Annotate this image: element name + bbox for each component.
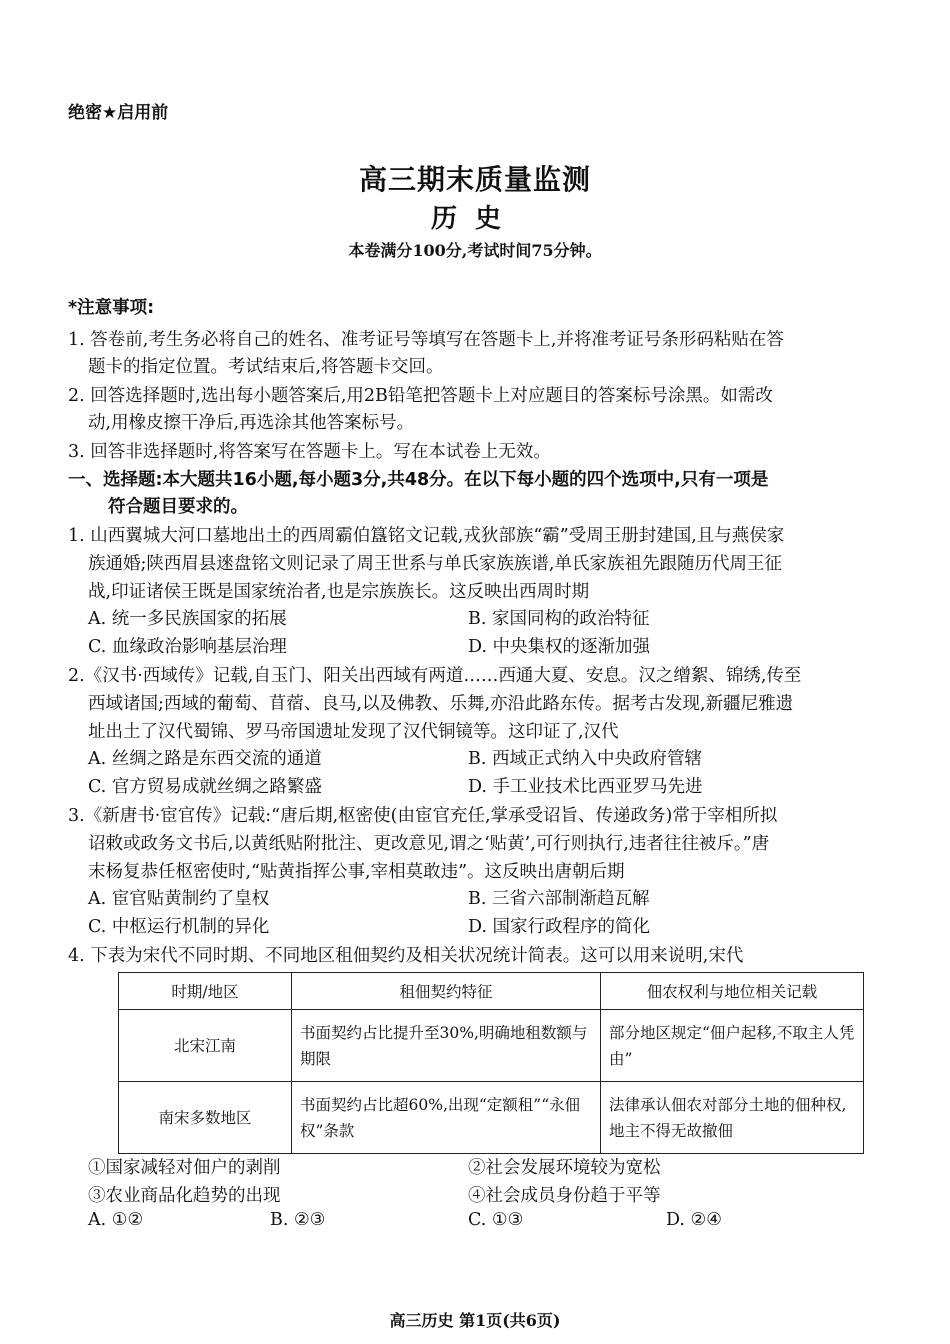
q4-item-1: ①国家减轻对佃户的剥削	[88, 1158, 281, 1178]
q3-stem: 诏敕或政务文书后,以黄纸贴附批注、更改意见,谓之‘贴黄’,可行则执行,违者往往被斥。”唐	[88, 834, 770, 854]
q4-option-b: B. ②③	[270, 1210, 326, 1230]
exam-subject: 历史	[430, 204, 519, 234]
notes-line: 题卡的指定位置。考试结束后,将答题卡交回。	[88, 357, 444, 377]
notes-heading: *注意事项:	[68, 298, 155, 318]
q2-option-a: A. 丝绸之路是东西交流的通道	[88, 749, 322, 769]
notes-line: 3. 回答非选择题时,将答案写在答题卡上。写在本试卷上无效。	[68, 442, 551, 462]
table-row	[119, 1082, 864, 1154]
table-cell: 法律承认佃农对部分土地的佃种权,地主不得无故撤佃	[601, 1082, 864, 1154]
table-cell: 北宋江南	[119, 1010, 292, 1082]
notes-line: 动,用橡皮擦干净后,再选涂其他答案标号。	[88, 413, 415, 433]
table-header-row	[119, 973, 864, 1010]
table-cell: 书面契约占比提升至30%,明确地租数额与期限	[292, 1010, 601, 1082]
q1-stem: 战,印证诸侯王既是国家统治者,也是宗族族长。这反映出西周时期	[88, 582, 590, 602]
q1-option-c: C. 血缘政治影响基层治理	[88, 637, 287, 657]
q1-option-b: B. 家国同构的政治特征	[468, 609, 650, 629]
q1-option-a: A. 统一多民族国家的拓展	[88, 609, 287, 629]
q2-stem: 2.《汉书·西域传》记载,自玉门、阳关出西域有两道……西通大夏、安息。汉之缯絮、锦绣,传至	[68, 666, 802, 686]
table-row	[119, 1010, 864, 1082]
table-cell: 书面契约占比超60%,出现“定额租”“永佃权”条款	[292, 1082, 601, 1154]
q2-stem: 址出土了汉代蜀锦、罗马帝国遗址发现了汉代铜镜等。这印证了,汉代	[88, 722, 619, 742]
page-footer: 高三历史 第1页(共6页)	[389, 1311, 561, 1330]
exam-title: 高三期末质量监测	[358, 163, 591, 196]
q3-option-c: C. 中枢运行机制的异化	[88, 917, 270, 937]
table-header-cell: 佃农权利与地位相关记载	[601, 973, 864, 1010]
q2-option-d: D. 手工业技术比西亚罗马先进	[468, 777, 703, 797]
q4-option-c: C. ①③	[468, 1210, 524, 1230]
q4-item-4: ④社会成员身份趋于平等	[468, 1186, 661, 1206]
table-header-cell: 时期/地区	[119, 973, 292, 1010]
q4-stem: 4. 下表为宋代不同时期、不同地区租佃契约及相关状况统计简表。这可以用来说明,宋代	[68, 946, 744, 966]
exam-info: 本卷满分100分,考试时间75分钟。	[348, 241, 602, 260]
notes-line: 1. 答卷前,考生务必将自己的姓名、准考证号等填写在答题卡上,并将准考证号条形码粘贴在答	[68, 330, 784, 350]
q2-stem: 西域诸国;西域的葡萄、苜蓿、良马,以及佛教、乐舞,亦沿此路东传。据考古发现,新疆尼雅遗	[88, 694, 794, 714]
table-header-cell: 租佃契约特征	[292, 973, 601, 1010]
section-heading: 一、选择题:本大题共16小题,每小题3分,共48分。在以下每小题的四个选项中,只有一项是	[68, 470, 769, 490]
section-heading-cont: 符合题目要求的。	[108, 497, 248, 517]
q4-option-a: A. ①②	[88, 1210, 144, 1230]
confidential-mark: 绝密★启用前	[68, 103, 169, 123]
q3-stem: 3.《新唐书·宦官传》记载:“唐后期,枢密使(由宦官充任,掌承受诏旨、传递政务)常于宰相所拟	[68, 806, 778, 826]
q1-option-d: D. 中央集权的逐渐加强	[468, 637, 651, 657]
table-cell: 部分地区规定“佃户起移,不取主人凭由”	[601, 1010, 864, 1082]
q4-option-d: D. ②④	[666, 1210, 722, 1230]
notes-line: 2. 回答选择题时,选出每小题答案后,用2B铅笔把答题卡上对应题目的答案标号涂黑。如需改	[68, 386, 773, 406]
q3-stem: 末杨复恭任枢密使时,“贴黄指挥公事,宰相莫敢违”。这反映出唐朝后期	[88, 862, 625, 882]
q2-option-c: C. 官方贸易成就丝绸之路繁盛	[88, 777, 322, 797]
table-cell: 南宋多数地区	[119, 1082, 292, 1154]
q4-item-2: ②社会发展环境较为宽松	[468, 1158, 661, 1178]
q2-option-b: B. 西域正式纳入中央政府管辖	[468, 749, 702, 769]
q3-option-b: B. 三省六部制渐趋瓦解	[468, 889, 650, 909]
q1-stem: 族通婚;陕西眉县逨盘铭文则记录了周王世系与单氏家族族谱,单氏家族祖先跟随历代周王征	[88, 554, 782, 574]
q3-option-d: D. 国家行政程序的简化	[468, 917, 651, 937]
q4-item-3: ③农业商品化趋势的出现	[88, 1186, 281, 1206]
q3-option-a: A. 宦官贴黄制约了皇权	[88, 889, 270, 909]
q1-stem: 1. 山西翼城大河口墓地出土的西周霸伯簋铭文记载,戎狄部族“霸”受周王册封建国,且与燕侯家	[68, 526, 785, 546]
q4-table	[118, 972, 864, 1154]
